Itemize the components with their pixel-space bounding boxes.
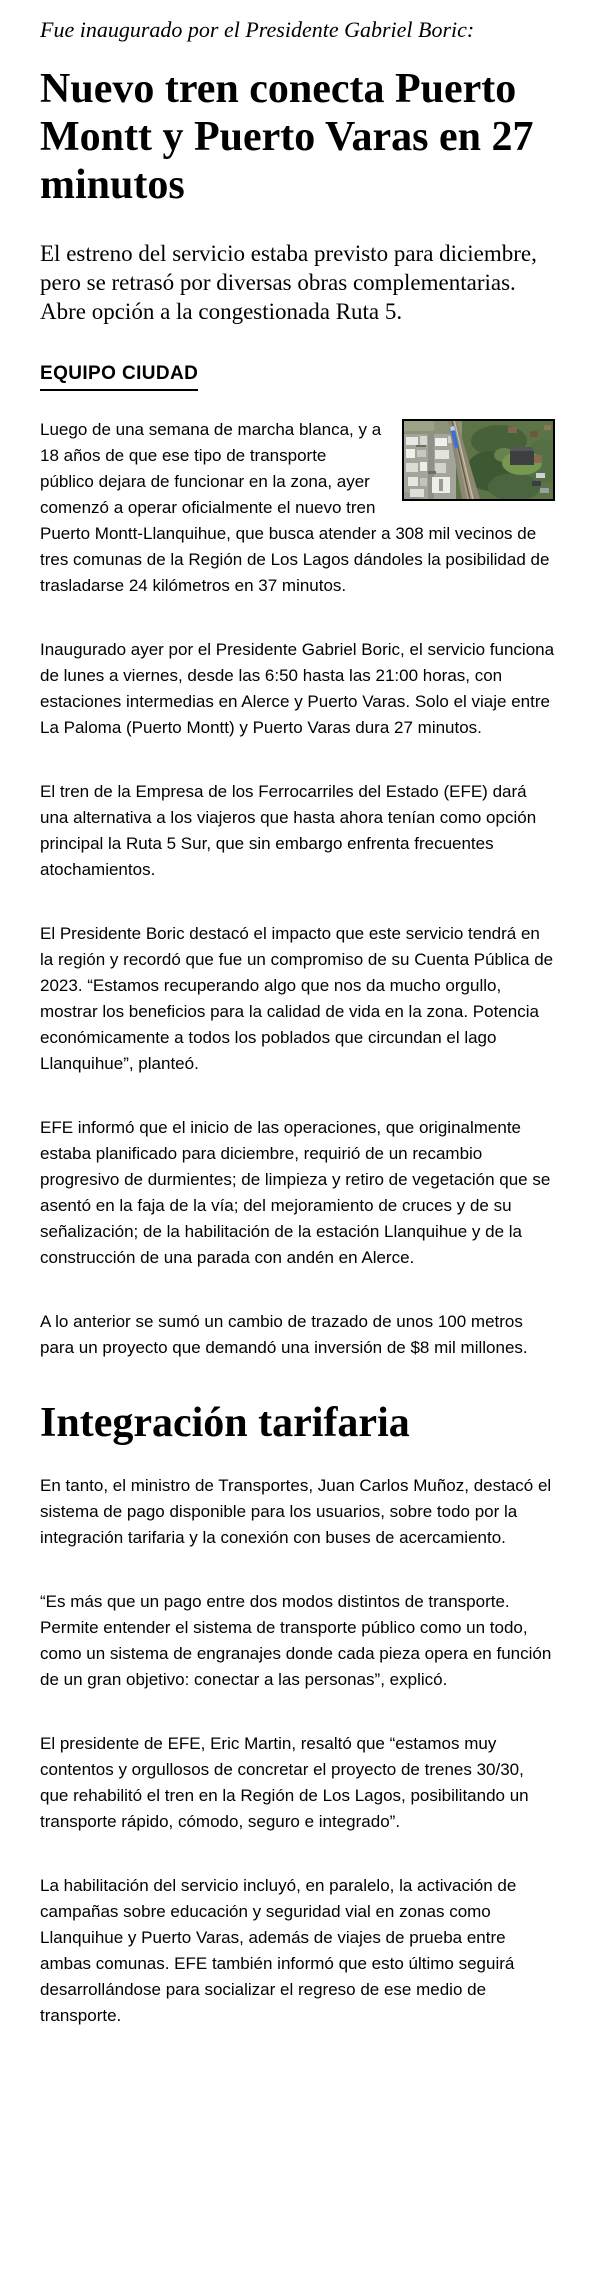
body-paragraph-3: El tren de la Empresa de los Ferrocarriles del Estado (EFE) dará una alternativa a los viajeros que hasta ahora tenían como opción principal la Ruta 5 Sur, que sin embargo enfrenta frecuentes atochamientos.: [40, 782, 537, 879]
news-article: [40, 16, 555, 2029]
body-paragraph-1: [40, 417, 555, 599]
section-heading: Integración tarifaria: [40, 1400, 410, 1446]
aerial-railway-image: [404, 421, 553, 499]
article-body: [40, 417, 555, 2029]
deck: El estreno del servicio estaba previsto para diciembre, pero se retrasó por diversas obras complementarias. Abre opción a la congestionada Ruta 5.: [40, 241, 537, 324]
body-paragraph-8: “Es más que un pago entre dos modos distintos de transporte. Permite entender el sistema de transporte público como un todo, como un sistema de engranajes donde cada pieza opera en función de un gran objetivo: conectar a las personas”, explicó.: [40, 1592, 552, 1689]
headline: Nuevo tren conecta Puerto Montt y Puerto Varas en 27 minutos: [40, 66, 534, 208]
body-paragraph-2: Inaugurado ayer por el Presidente Gabriel Boric, el servicio funciona de lunes a viernes, desde las 6:50 hasta las 21:00 horas, con estaciones intermedias en Alerce y Puerto Varas. Solo el viaje entre La Paloma (Puerto Montt) y Puerto Varas dura 27 minutos.: [40, 640, 555, 737]
body-paragraph-5: EFE informó que el inicio de las operaciones, que originalmente estaba planificado para diciembre, requirió de un recambio progresivo de durmientes; de limpieza y retiro de vegetación que se asentó en la faja de la vía; del mejoramiento de cruces y de su señalización; de la habilitación de la estación Llanquihue y de la construcción de una parada con andén en Alerce.: [40, 1118, 551, 1267]
body-paragraph-1-text: Luego de una semana de marcha blanca, y a 18 años de que ese tipo de transporte público dejara de funcionar en la zona, ayer comenzó a operar oficialmente el nuevo tren Puerto Montt-Llanquihue, que busca atender a 308 mil vecinos de tres comunas de la Región de Los Lagos dándoles la posibilidad de trasladarse 24 kilómetros en 37 minutos.: [40, 420, 550, 595]
body-paragraph-4: El Presidente Boric destacó el impacto que este servicio tendrá en la región y recordó que fue un compromiso de su Cuenta Pública de 2023. “Estamos recuperando algo que nos da mucho orgullo, mostrar los beneficios para la calidad de vida en la zona. Potencia económicamente a todos los poblados que circundan el lago Llanquihue”, planteó.: [40, 924, 554, 1073]
article-photo: [402, 419, 555, 501]
body-paragraph-7: En tanto, el ministro de Transportes, Juan Carlos Muñoz, destacó el sistema de pago disponible para los usuarios, sobre todo por la integración tarifaria y la conexión con buses de acercamiento.: [40, 1476, 552, 1547]
byline-link[interactable]: EQUIPO CIUDAD: [40, 364, 198, 391]
body-paragraph-9: El presidente de EFE, Eric Martin, resaltó que “estamos muy contentos y orgullosos de concretar el proyecto de trenes 30/30, que rehabilitó el tren en la Región de Los Lagos, posibilitando un transporte rápido, cómodo, seguro e integrado”.: [40, 1734, 529, 1831]
body-paragraph-10: La habilitación del servicio incluyó, en paralelo, la activación de campañas sobre educación y seguridad vial en zonas como Llanquihue y Puerto Varas, además de viajes de prueba entre ambas comunas. EFE también informó que esto último seguirá desarrollándose para socializar el regreso de ese medio de transporte.: [40, 1876, 517, 2025]
kicker: Fue inaugurado por el Presidente Gabriel Boric:: [40, 17, 475, 42]
byline-row: [40, 364, 555, 417]
body-paragraph-6: A lo anterior se sumó un cambio de trazado de unos 100 metros para un proyecto que demandó una inversión de $8 mil millones.: [40, 1312, 528, 1357]
